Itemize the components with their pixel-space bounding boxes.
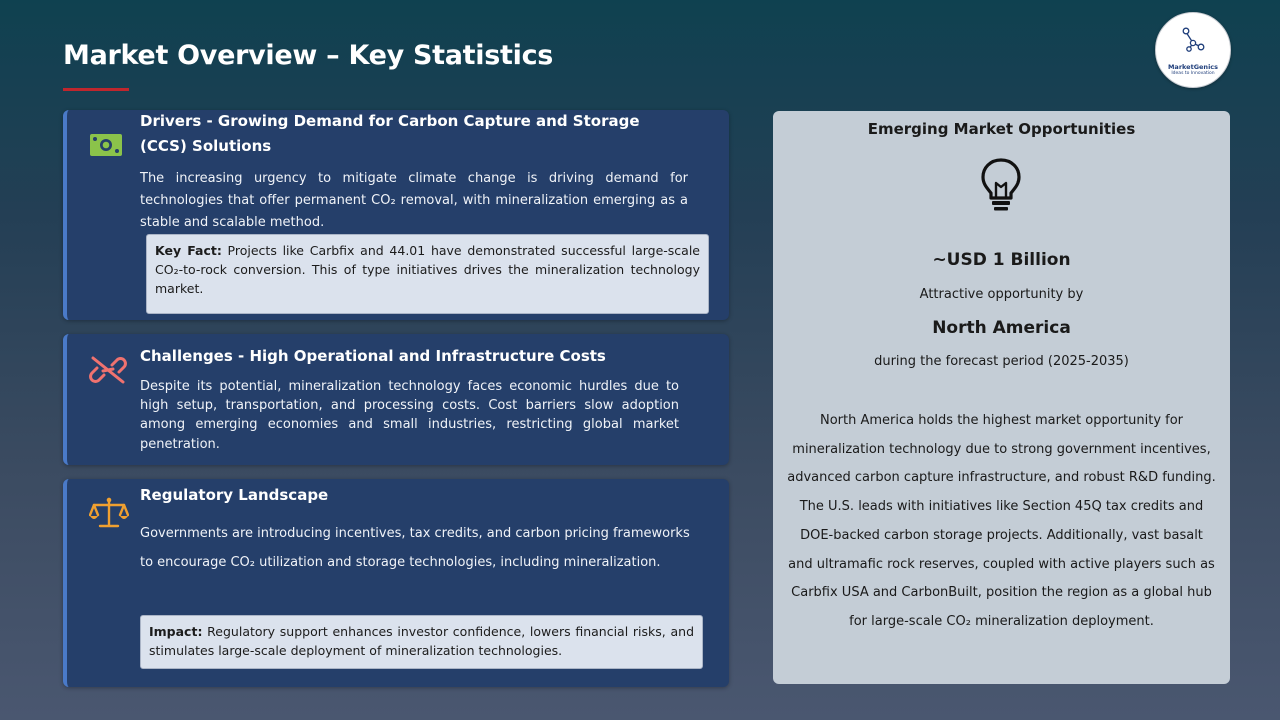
challenges-title: Challenges - High Operational and Infrastructure Costs [140, 347, 606, 365]
title-underline [63, 88, 129, 91]
opportunity-title: Emerging Market Opportunities [867, 120, 1136, 138]
broken-link-icon [89, 355, 127, 385]
logo-name: MarketGenics [1167, 63, 1219, 71]
regulatory-title: Regulatory Landscape [140, 486, 329, 504]
impact-box [140, 615, 703, 669]
company-logo [1155, 12, 1231, 88]
impact-label: Impact: [149, 624, 203, 639]
opportunity-region: North America [932, 318, 1071, 338]
drivers-card [63, 110, 729, 320]
logo-tagline: Ideas to Innovation [1171, 71, 1215, 76]
drivers-body: The increasing urgency to mitigate climate change is driving demand for technologies that offer permanent CO₂ removal, with mineralization emerging as a stable and scalable method. [140, 171, 688, 230]
challenges-card [63, 334, 729, 465]
regulatory-card [63, 479, 729, 687]
regulatory-body: Governments are introducing incentives, tax credits, and carbon pricing frameworks to encourage CO₂ utilization and storage technologies, including mineralization. [140, 526, 690, 570]
impact-text: Regulatory support enhances investor confidence, lowers financial risks, and stimulates large-scale deployment of mineralization technologies. [149, 624, 694, 658]
opportunity-panel [773, 111, 1230, 684]
key-fact-text: Projects like Carbfix and 44.01 have demonstrated successful large-scale CO₂-to-rock conversion. This of type initiatives drives the mineralization technology market. [155, 243, 700, 296]
forecast-period: during the forecast period (2025-2035) [874, 354, 1129, 369]
opportunity-subtitle: Attractive opportunity by [919, 287, 1084, 302]
opportunity-amount: ~USD 1 Billion [932, 250, 1071, 270]
lightbulb-icon [978, 157, 1024, 211]
opportunity-description: North America holds the highest market opportunity for mineralization technology due to strong government incentives, advanced carbon capture infrastructure, and robust R&D funding. The U.S. leads with initiatives like Section 45Q tax credits and DOE-backed carbon storage projects. Additionally, vast basalt and ultramafic rock reserves, coupled with active players such as Carbfix USA and CarbonBuilt, position the region as a global hub for large-scale CO₂ mineralization deployment. [787, 413, 1216, 629]
key-fact-label: Key Fact: [155, 243, 222, 258]
money-icon [89, 132, 123, 158]
scales-icon [89, 496, 129, 530]
challenges-body: Despite its potential, mineralization technology faces economic hurdles due to high setup, transportation, and processing costs. Cost barriers slow adoption among emerging economies and small industries, restricting global market penetration. [140, 379, 679, 452]
drivers-title: Drivers - Growing Demand for Carbon Capture and Storage (CCS) Solutions [140, 112, 640, 155]
page-title: Market Overview – Key Statistics [63, 40, 554, 71]
key-fact-box [146, 234, 709, 314]
molecule-icon [1156, 13, 1230, 63]
